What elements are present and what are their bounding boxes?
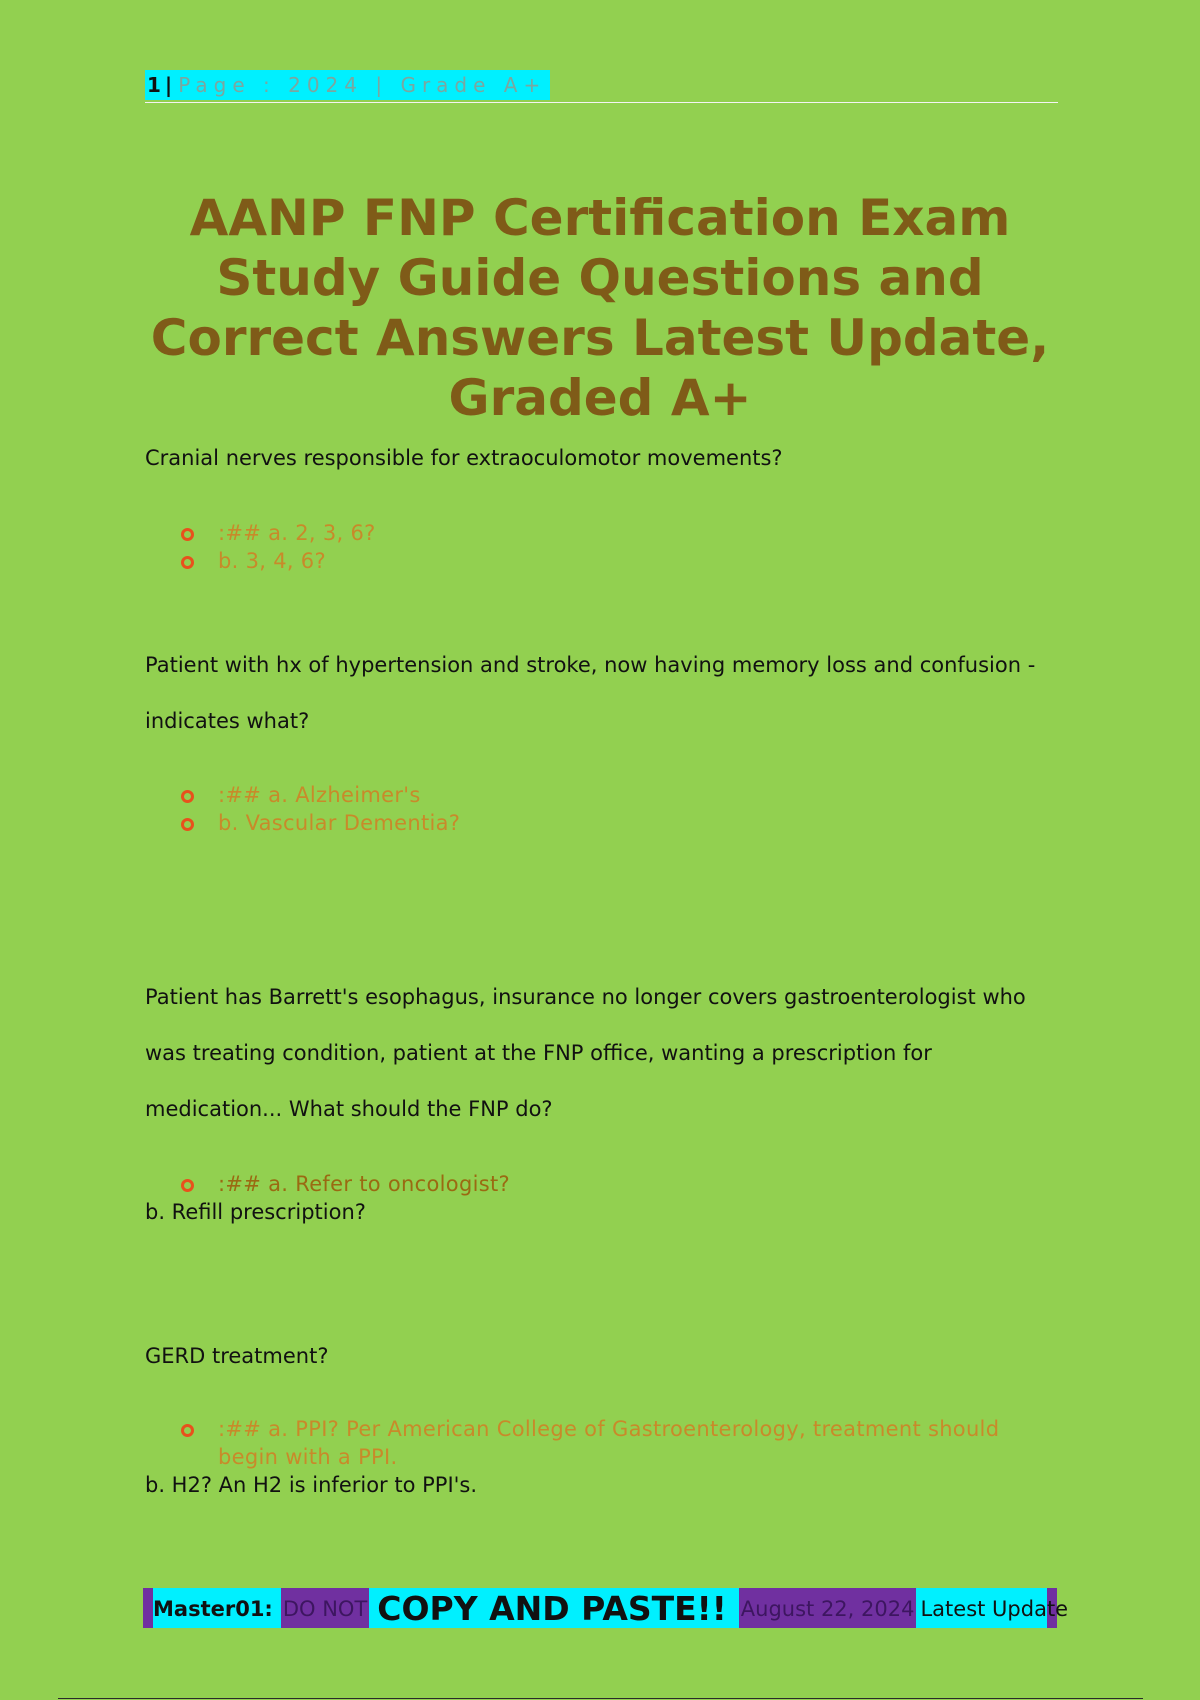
footer-divider xyxy=(58,1698,1143,1699)
option-text: b. Vascular Dementia? xyxy=(218,811,461,835)
footer-banner xyxy=(143,1588,1069,1628)
question-2-options xyxy=(145,781,1045,837)
circle-bullet-icon xyxy=(181,528,194,541)
option-text: :## a. 2, 3, 6? xyxy=(218,521,376,545)
circle-bullet-icon xyxy=(181,1179,194,1192)
footer-do-not: DO NOT xyxy=(281,1588,369,1628)
footer-latest-update: Latest Update xyxy=(920,1597,1069,1621)
question-4-plain-option: b. H2? An H2 is inferior to PPI's. xyxy=(145,1473,478,1497)
page-number: 1 xyxy=(147,73,161,97)
option-item xyxy=(145,547,1045,575)
question-2: Patient with hx of hypertension and stroke, now having memory loss and confusion - indicates what? xyxy=(145,653,1036,733)
circle-bullet-icon xyxy=(181,1424,194,1437)
page-header xyxy=(145,70,1058,103)
circle-bullet-icon xyxy=(181,556,194,569)
footer-master: Master01: xyxy=(153,1597,273,1621)
circle-bullet-icon xyxy=(181,818,194,831)
header-text: Page : 2024 | Grade A+ xyxy=(178,73,547,97)
header-separator: | xyxy=(164,73,173,97)
page-header-highlight xyxy=(145,70,550,100)
option-item xyxy=(145,781,1045,809)
option-text: :## a. PPI? Per American College of Gastroenterology, treatment should begin with a PPI. xyxy=(218,1417,1000,1469)
option-text: :## a. Refer to oncologist? xyxy=(218,1172,510,1196)
footer-copy-warning: COPY AND PASTE!! xyxy=(377,1589,727,1628)
option-item xyxy=(145,1415,1025,1471)
question-4-options xyxy=(145,1415,1025,1471)
circle-bullet-icon xyxy=(181,790,194,803)
footer-date: August 22, 2024 xyxy=(739,1588,917,1628)
option-text: :## a. Alzheimer's xyxy=(218,783,421,807)
option-text: b. 3, 4, 6? xyxy=(218,549,326,573)
question-1: Cranial nerves responsible for extraoculomotor movements? xyxy=(145,446,783,470)
option-item xyxy=(145,519,1045,547)
option-item xyxy=(145,1170,1045,1198)
option-item xyxy=(145,809,1045,837)
question-1-options xyxy=(145,519,1045,575)
question-3-options xyxy=(145,1170,1045,1198)
question-4: GERD treatment? xyxy=(145,1344,329,1368)
question-3: Patient has Barrett's esophagus, insurance no longer covers gastroenterologist who was treating condition, patient at the FNP office, wanting a prescription for medication... What should the FNP do? xyxy=(145,985,1026,1121)
document-title: AANP FNP Certification Exam Study Guide Questions and Correct Answers Latest Update, Graded A+ xyxy=(150,189,1050,427)
question-3-plain-option: b. Refill prescription? xyxy=(145,1200,366,1224)
